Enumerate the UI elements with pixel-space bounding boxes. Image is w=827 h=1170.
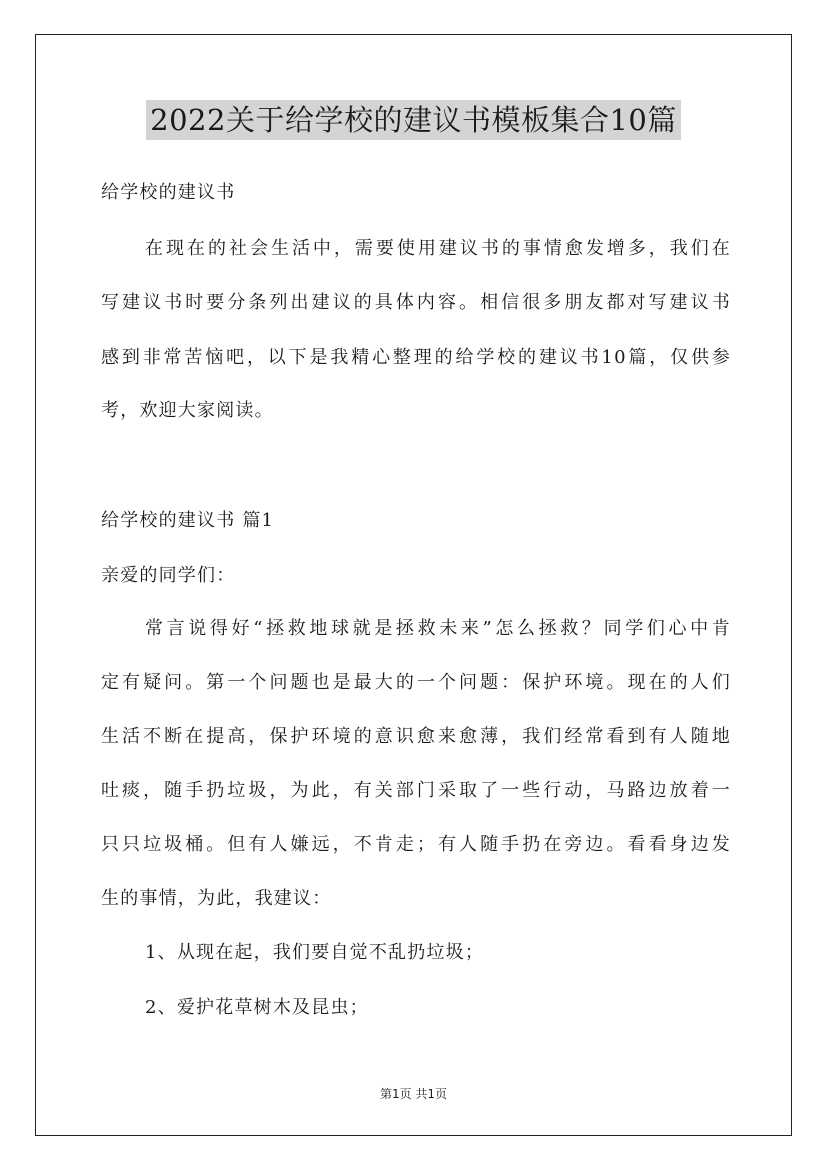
document-title: 2022关于给学校的建议书模板集合10篇 (146, 100, 681, 140)
salutation: 亲爱的同学们： (101, 565, 236, 586)
intro-heading: 给学校的建议书 (101, 182, 236, 203)
list-item: 1、从现在起，我们要自觉不乱扔垃圾； (145, 942, 485, 963)
document-title-wrap (0, 100, 827, 140)
intro-line: 感到非常苦恼吧，以下是我精心整理的给学校的建议书10篇，仅供参 (101, 347, 731, 368)
intro-line: 考，欢迎大家阅读。 (101, 400, 274, 421)
body-line: 生的事情，为此，我建议： (101, 888, 332, 909)
intro-line: 写建议书时要分条列出建议的具体内容。相信很多朋友都对写建议书 (101, 292, 731, 313)
page-footer: 第1页 共1页 (379, 1087, 448, 1101)
body-line: 生活不断在提高，保护环境的意识愈来愈薄，我们经常看到有人随地 (101, 726, 731, 747)
list-item: 2、爱护花草树木及昆虫； (145, 997, 369, 1018)
intro-line: 在现在的社会生活中，需要使用建议书的事情愈发增多，我们在 (145, 238, 731, 259)
section-heading: 给学校的建议书 篇1 (101, 510, 275, 531)
body-line: 定有疑问。第一个问题也是最大的一个问题：保护环境。现在的人们 (101, 672, 731, 693)
body-line: 吐痰，随手扔垃圾，为此，有关部门采取了一些行动，马路边放着一 (101, 780, 731, 801)
body-line: 常言说得好“拯救地球就是拯救未来”怎么拯救？同学们心中肯 (145, 618, 731, 639)
body-line: 只只垃圾桶。但有人嫌远，不肯走；有人随手扔在旁边。看看身边发 (101, 834, 731, 855)
